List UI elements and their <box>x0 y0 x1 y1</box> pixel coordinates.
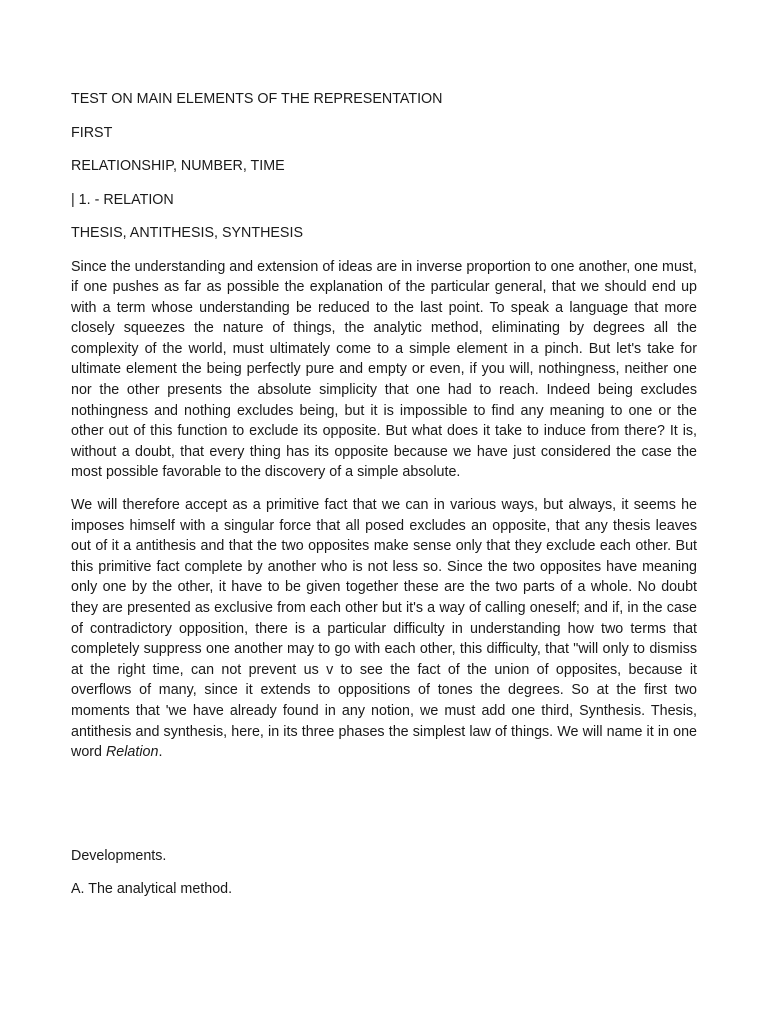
paragraph-2-emphasis: Relation <box>105 744 159 761</box>
document-page <box>71 89 697 913</box>
paragraph-2-end: . <box>158 744 163 761</box>
document-title: TEST ON MAIN ELEMENTS OF THE REPRESENTATION <box>71 91 443 107</box>
paragraph-2 <box>71 495 697 763</box>
subtitle: THESIS, ANTITHESIS, SYNTHESIS <box>71 225 303 241</box>
section-gap <box>71 775 697 846</box>
section-title: RELATIONSHIP, NUMBER, TIME <box>71 158 285 174</box>
item-a-heading: A. The analytical method. <box>71 881 233 898</box>
paragraph-1: Since the understanding and extension of ideas are in inverse proportion to one another, one must, if one pushes as far as possible the explanation of the particular general, that we should end up with a term whose understanding be reduced to the last point. To speak a language that more closely squeezes the nature of things, the analytic method, eliminating by degrees all the complexity of the world, must ultimately come to a simple element in a pinch. But let's take for ultimate element the being perfectly pure and empty or even, if you will, nothingness, neither one nor the other presents the absolute simplicity that one had to reach. Indeed being excludes nothingness and nothing excludes being, but it is impossible to find any meaning to one or the other out of this function to exclude its opposite. But what does it take to induce from there? It is, without a doubt, that every thing has its opposite because we have just considered the case the most possible favorable to the discovery of a simple absolute. <box>71 258 697 481</box>
part-label: FIRST <box>71 124 113 141</box>
subsection-title: | 1. - RELATION <box>71 191 174 208</box>
paragraph-2-text: We will therefore accept as a primitive fact that we can in various ways, but always, it seems he imposes himself with a singular force that all posed excludes an opposite, that any thesis leaves out of it a antithesis and that the two opposites make sense only that they exclude each other. But this primitive fact complete by another who is not less so. Since the two opposites have meaning only one by the other, it have to be given together these are the two parts of a whole. No doubt they are presented as exclusive from each other but it's a way of calling oneself; and if, in the case of contradictory opposition, there is a particular difficulty in understanding how two terms that completely suppress one another may to go with each other, this difficulty, that "will only to dismiss at the right time, can not prevent us v to see the fact of the union of opposites, because it overflows of many, since it extends to oppositions of tones the degrees. So at the first two moments that 'we have already found in any notion, we must add one third, Synthesis. Thesis, antithesis and synthesis, here, in its three phases the simplest law of things. We will name it in one word <box>71 497 697 761</box>
developments-heading: Developments. <box>71 847 167 864</box>
